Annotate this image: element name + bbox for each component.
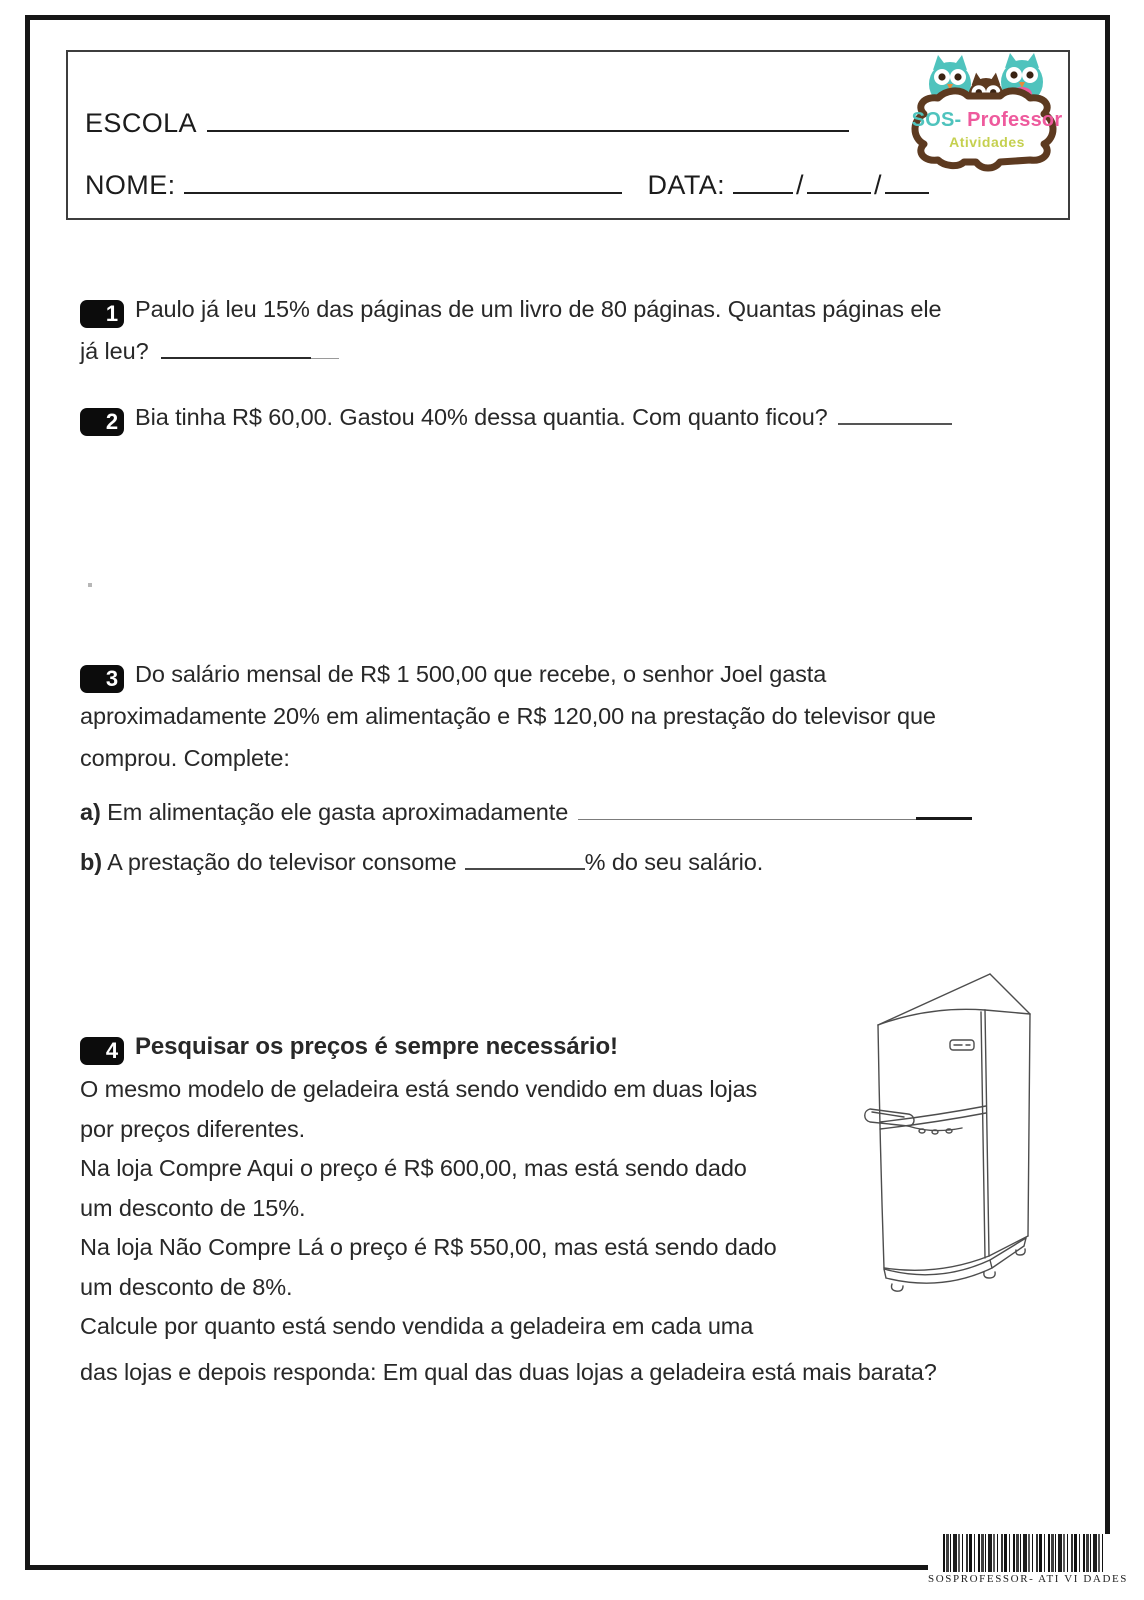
sos-professor-logo — [904, 52, 1070, 174]
item-a-answer-blank-dark — [916, 813, 972, 820]
item-a-text: Em alimentação ele gasta aproximadamente — [107, 799, 569, 825]
question-1 — [80, 288, 941, 372]
question-1-text-continuation: já leu? — [80, 338, 149, 364]
question-1-line-2 — [80, 330, 941, 372]
question-4-number-badge: 4 — [80, 1037, 124, 1065]
question-3-line-1 — [80, 653, 972, 695]
item-b-label: b) — [80, 849, 102, 875]
question-1-number-badge: 1 — [80, 300, 124, 328]
question-3-line-2: aproximadamente 20% em alimentação e R$ 120,00 na prestação do televisor que — [80, 703, 936, 729]
question-4-line-4: um desconto de 15%. — [80, 1194, 306, 1221]
barcode-caption: SOSPROFESSOR- ATI VI DADES — [928, 1573, 1129, 1585]
question-2-answer-blank — [838, 419, 952, 425]
logo-brand-subtitle: Atividades — [949, 134, 1025, 150]
question-3-text: Do salário mensal de R$ 1 500,00 que recebe, o senhor Joel gasta — [135, 661, 827, 687]
header-box — [66, 50, 1070, 220]
item-a-answer-blank — [578, 815, 916, 820]
name-date-row — [85, 170, 929, 201]
question-4-title: Pesquisar os preços é sempre necessário! — [135, 1033, 618, 1060]
question-2-text: Bia tinha R$ 60,00. Gastou 40% dessa quantia. Com quanto ficou? — [135, 404, 828, 430]
date-separator: / — [796, 170, 804, 200]
refrigerator-illustration — [858, 968, 1040, 1316]
question-2-number-badge: 2 — [80, 408, 124, 436]
refrigerator-icon — [858, 968, 1040, 1316]
item-b-answer-blank — [465, 864, 585, 870]
question-4-line-1: O mesmo modelo de geladeira está sendo vendido em duas lojas — [80, 1076, 758, 1102]
logo-brand-text — [904, 110, 1070, 130]
barcode-block — [928, 1534, 1129, 1596]
school-label: ESCOLA — [85, 108, 197, 138]
date-day-blank — [733, 187, 793, 194]
question-3-item-b — [80, 841, 972, 883]
logo-brand-name: Professor — [967, 109, 1063, 131]
question-4-title-line — [80, 1026, 937, 1068]
question-4 — [80, 1026, 937, 1392]
school-row — [85, 108, 849, 139]
question-4-line-3: Na loja Compre Aqui o preço é R$ 600,00, mas está sendo dado — [80, 1155, 747, 1181]
scan-noise-speck — [88, 583, 92, 587]
name-label: NOME: — [85, 170, 176, 200]
date-label: DATA: — [647, 170, 726, 200]
question-4-line-5: Na loja Não Compre Lá o preço é R$ 550,00, mas está sendo dado — [80, 1234, 777, 1260]
question-4-line-8: das lojas e depois responda: Em qual das duas lojas a geladeira está mais barata? — [80, 1358, 937, 1385]
question-3-item-a — [80, 791, 972, 833]
name-answer-blank — [184, 187, 622, 194]
item-a-label: a) — [80, 799, 101, 825]
question-1-line-1 — [80, 288, 941, 330]
date-separator: / — [873, 170, 882, 200]
question-1-answer-blank — [161, 353, 311, 359]
school-answer-blank — [207, 125, 849, 132]
question-1-text: Paulo já leu 15% das páginas de um livro de 80 páginas. Quantas páginas ele — [135, 296, 942, 322]
question-3-number-badge: 3 — [80, 665, 124, 693]
question-3-line-3: comprou. Complete: — [80, 745, 290, 771]
question-4-line-6: um desconto de 8%. — [80, 1273, 293, 1300]
question-3 — [80, 653, 972, 883]
question-4-line-2: por preços diferentes. — [80, 1115, 306, 1142]
item-b-text: A prestação do televisor consome — [107, 849, 457, 875]
date-month-blank — [807, 187, 871, 194]
item-b-suffix: % do seu salário. — [584, 849, 764, 875]
question-1-answer-blank-tail — [311, 354, 339, 359]
date-year-blank — [885, 187, 929, 194]
question-4-line-7: Calcule por quanto está sendo vendida a geladeira em cada uma — [80, 1313, 754, 1339]
question-2 — [80, 396, 952, 438]
logo-brand-prefix: SOS- — [911, 109, 962, 131]
barcode-icon — [943, 1534, 1105, 1572]
